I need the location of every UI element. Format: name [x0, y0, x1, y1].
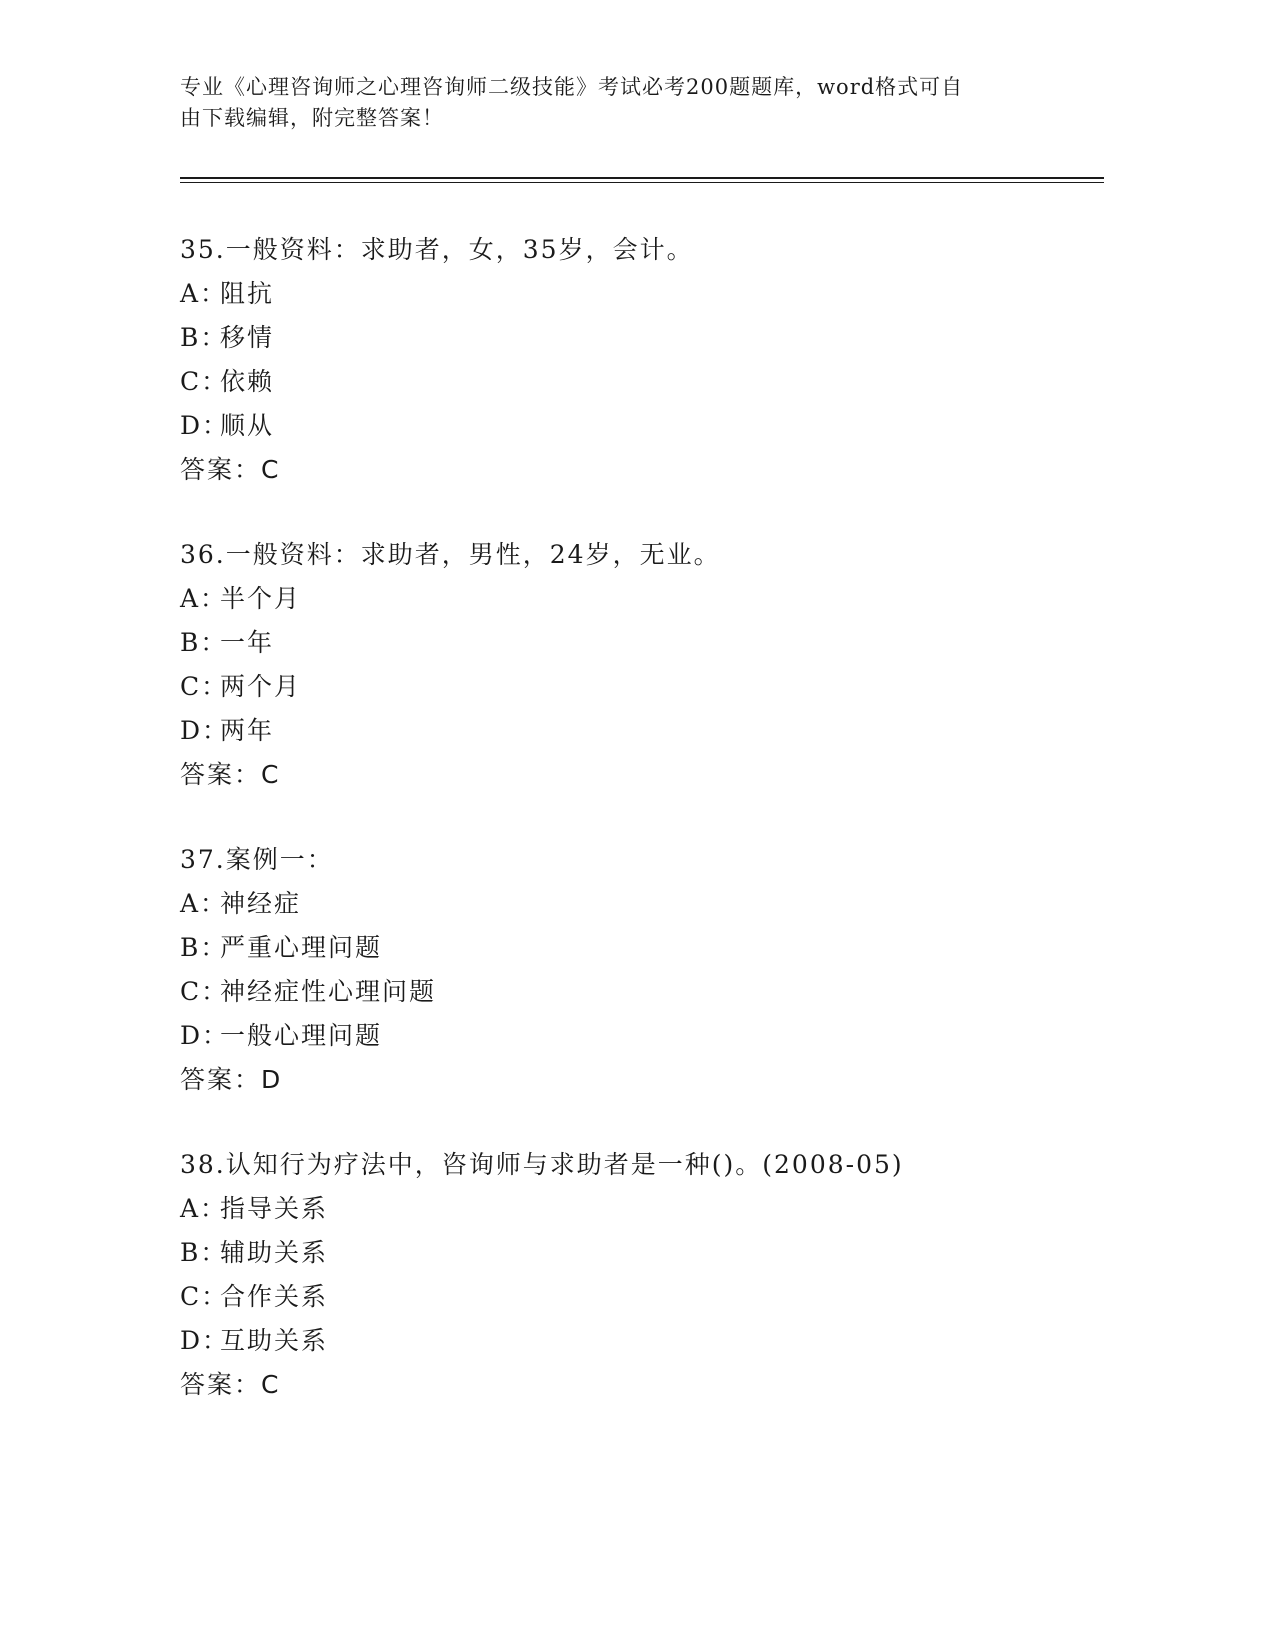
option-key: B： — [180, 323, 228, 352]
answer-line — [180, 448, 1080, 492]
option-text: 依赖 — [220, 367, 275, 396]
option-text: 半个月 — [220, 584, 302, 613]
option-key: A： — [180, 1194, 228, 1223]
option-d — [180, 1319, 1080, 1363]
option-key: C： — [180, 977, 229, 1006]
question-stem: 35.一般资料：求助者，女，35岁，会计。 — [180, 235, 694, 264]
option-key: C： — [180, 1282, 229, 1311]
option-d — [180, 404, 1080, 448]
answer-label: 答案： — [180, 455, 262, 484]
option-b — [180, 926, 1080, 970]
option-text: 指导关系 — [220, 1194, 329, 1223]
option-key: A： — [180, 584, 228, 613]
option-key: D： — [180, 1326, 230, 1355]
option-text: 辅助关系 — [220, 1238, 329, 1267]
answer-line — [180, 753, 1080, 797]
option-b — [180, 316, 1080, 360]
header-divider-thick — [180, 177, 1104, 179]
option-d — [180, 709, 1080, 753]
option-text: 阻抗 — [220, 279, 275, 308]
option-c — [180, 360, 1080, 404]
answer-line — [180, 1363, 1080, 1407]
option-c — [180, 970, 1080, 1014]
option-a — [180, 272, 1080, 316]
option-key: C： — [180, 367, 229, 396]
option-text: 神经症性心理问题 — [220, 977, 437, 1006]
option-text: 两个月 — [220, 672, 302, 701]
option-key: D： — [180, 1021, 230, 1050]
option-c — [180, 665, 1080, 709]
option-text: 互助关系 — [220, 1326, 329, 1355]
answer-label: 答案： — [180, 1065, 262, 1094]
answer-label: 答案： — [180, 1370, 262, 1399]
option-key: C： — [180, 672, 229, 701]
option-key: B： — [180, 628, 228, 657]
option-text: 一般心理问题 — [220, 1021, 383, 1050]
header-line-1: 专业《心理咨询师之心理咨询师二级技能》考试必考200题题库，word格式可自 — [180, 75, 964, 99]
option-b — [180, 1231, 1080, 1275]
option-text: 两年 — [220, 716, 275, 745]
question-block — [180, 1143, 1080, 1407]
question-stem: 36.一般资料：求助者，男性，24岁，无业。 — [180, 540, 721, 569]
option-key: A： — [180, 889, 228, 918]
option-a — [180, 577, 1080, 621]
option-d — [180, 1014, 1080, 1058]
question-block — [180, 533, 1080, 797]
header-line-2: 由下载编辑，附完整答案！ — [180, 106, 444, 130]
option-key: D： — [180, 716, 230, 745]
option-a — [180, 882, 1080, 926]
answer-value: D — [261, 1065, 281, 1094]
answer-value: C — [261, 760, 279, 789]
option-text: 一年 — [220, 628, 275, 657]
option-key: A： — [180, 279, 228, 308]
option-key: B： — [180, 1238, 228, 1267]
answer-line — [180, 1058, 1080, 1102]
answer-label: 答案： — [180, 760, 262, 789]
option-c — [180, 1275, 1080, 1319]
option-key: B： — [180, 933, 228, 962]
question-block — [180, 838, 1080, 1102]
answer-value: C — [261, 1370, 279, 1399]
option-text: 严重心理问题 — [220, 933, 383, 962]
option-text: 神经症 — [220, 889, 302, 918]
option-key: D： — [180, 411, 230, 440]
option-b — [180, 621, 1080, 665]
question-stem: 38.认知行为疗法中，咨询师与求助者是一种()。(2008-05) — [180, 1150, 904, 1179]
question-stem: 37.案例一： — [180, 845, 334, 874]
answer-value: C — [261, 455, 279, 484]
option-a — [180, 1187, 1080, 1231]
option-text: 合作关系 — [220, 1282, 329, 1311]
header-divider-thin — [180, 182, 1104, 183]
question-block — [180, 228, 1080, 492]
option-text: 顺从 — [220, 411, 275, 440]
document-header — [180, 72, 1040, 134]
option-text: 移情 — [220, 323, 275, 352]
